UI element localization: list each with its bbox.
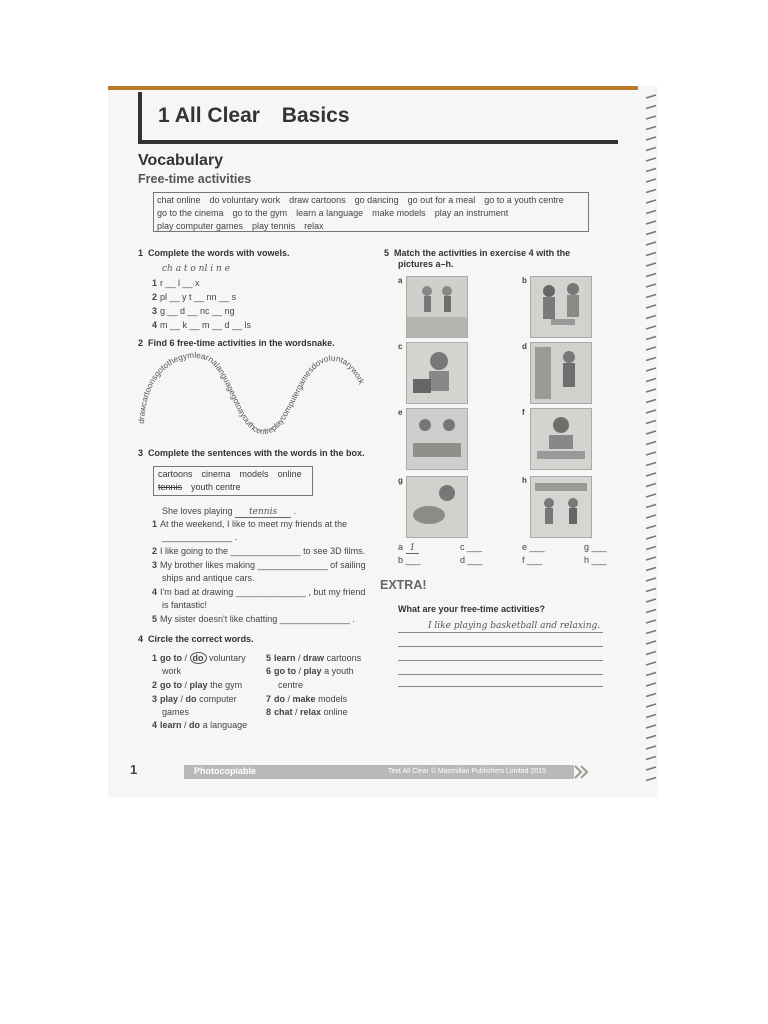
spiral-coil (646, 179, 656, 182)
spiral-coil (646, 652, 656, 655)
box-word: cartoons (158, 469, 193, 479)
vocab-word: relax (304, 221, 324, 231)
exercise-3-instruction: 3 Complete the sentences with the words in the box. (138, 448, 365, 458)
vocab-word: chat online (157, 195, 201, 205)
box-word-used: tennis (158, 482, 183, 492)
extra-answer: I like playing basketball and relaxing. (428, 621, 601, 631)
spiral-coil (646, 221, 656, 224)
vocab-word: make models (372, 208, 426, 218)
picture-c (406, 342, 468, 404)
spiral-coil (646, 568, 656, 571)
spiral-coil (646, 158, 656, 161)
exercise-3-item: 4 I'm bad at drawing ______________ , but my friend (152, 587, 366, 597)
chevron-right-icon (574, 765, 590, 779)
answer-g: g ___ (584, 542, 607, 552)
picture-label: c (398, 342, 403, 351)
answer-b: b ___ (398, 555, 421, 565)
spiral-coil (646, 253, 656, 256)
exercise-4-item: 8 chat / relax online (266, 707, 348, 717)
spiral-coil (646, 767, 656, 770)
vocab-word: play an instrument (434, 208, 509, 218)
picture-e (406, 408, 468, 470)
exercise-1-item: 2 pl __ y t __ nn __ s (152, 292, 237, 302)
vocab-word: go to the cinema (157, 208, 224, 218)
exercise-3-example: She loves playing tennis . (162, 506, 297, 517)
picture-d (530, 342, 592, 404)
exercise-1-item: 1 r __ l __ x (152, 278, 200, 288)
exercise-4-item-cont: games (162, 707, 190, 717)
vocab-word: do voluntary work (209, 195, 281, 205)
spiral-coil (646, 232, 656, 235)
worksheet-page (108, 86, 658, 798)
spiral-coil (646, 620, 656, 623)
vocab-word: go to the gym (232, 208, 288, 218)
spiral-coil (646, 473, 656, 476)
spiral-coil (646, 358, 656, 361)
spiral-coil (646, 116, 656, 119)
spiral-coil (646, 725, 656, 728)
exercise-1-item: 3 g __ d __ nc __ ng (152, 306, 235, 316)
exercise-4-item-cont: work (162, 666, 182, 676)
spiral-coil (646, 578, 656, 581)
spiral-coil (646, 757, 656, 760)
answer-a: a 1 (398, 542, 419, 553)
spiral-coil (646, 452, 656, 455)
picture-label: e (398, 408, 403, 417)
answer-e: e ___ (522, 542, 545, 552)
spiral-coil (646, 211, 656, 214)
picture-label: g (398, 476, 403, 485)
copyright-text: Text All Clear © Macmillan Publishers Limited 2015 (388, 768, 547, 775)
spiral-coil (646, 557, 656, 560)
section-subheading: Free-time activities (138, 172, 252, 186)
exercise-5-instruction: 5 Match the activities in exercise 4 with the (384, 248, 571, 258)
spiral-coil (646, 284, 656, 287)
exercise-1-instruction: 1 Complete the words with vowels. (138, 248, 290, 258)
spiral-coil (646, 599, 656, 602)
spiral-coil (646, 494, 656, 497)
spiral-coil (646, 326, 656, 329)
picture-label: a (398, 276, 403, 285)
box-word: models (239, 469, 269, 479)
page-number: 1 (130, 762, 138, 777)
spiral-binding (644, 90, 658, 790)
wordsnake (136, 346, 372, 446)
spiral-coil (646, 736, 656, 739)
picture-label: h (522, 476, 527, 485)
vocab-word: go to a youth centre (484, 195, 564, 205)
vocab-word: go out for a meal (407, 195, 476, 205)
exercise-3-item-cont: ______________ . (162, 532, 238, 542)
spiral-coil (646, 515, 656, 518)
spiral-coil (646, 484, 656, 487)
picture-label: b (522, 276, 527, 285)
exercise-4-instruction: 4 Circle the correct words. (138, 634, 254, 644)
spiral-coil (646, 431, 656, 434)
spiral-coil (646, 526, 656, 529)
spiral-coil (646, 421, 656, 424)
spiral-coil (646, 463, 656, 466)
spiral-coil (646, 715, 656, 718)
exercise-1-item: 4 m __ k __ m __ d __ ls (152, 320, 252, 330)
vocab-word: play tennis (252, 221, 296, 231)
spiral-coil (646, 631, 656, 634)
exercise-4-item-cont: centre (278, 680, 304, 690)
spiral-coil (646, 368, 656, 371)
exercise-3-word-box (153, 466, 313, 496)
spiral-coil (646, 137, 656, 140)
spiral-coil (646, 242, 656, 245)
spiral-coil (646, 683, 656, 686)
spiral-coil (646, 295, 656, 298)
spiral-coil (646, 505, 656, 508)
photocopiable-label: Photocopiable (194, 766, 257, 776)
box-word: online (277, 469, 302, 479)
spiral-coil (646, 641, 656, 644)
spiral-coil (646, 589, 656, 592)
spiral-coil (646, 127, 656, 130)
picture-f (530, 408, 592, 470)
exercise-4-item: 3 play / do computer (152, 694, 237, 704)
exercise-5-instruction-cont: pictures a–h. (398, 259, 454, 269)
spiral-coil (646, 106, 656, 109)
box-word: cinema (201, 469, 231, 479)
answer-h: h ___ (584, 555, 607, 565)
exercise-4-item: 5 learn / draw cartoons (266, 653, 362, 663)
spiral-coil (646, 389, 656, 392)
exercise-3-item: 1 At the weekend, I like to meet my friends at the (152, 519, 348, 529)
spiral-coil (646, 337, 656, 340)
spiral-coil (646, 746, 656, 749)
exercise-2-instruction: 2 Find 6 free-time activities in the wordsnake. (138, 338, 335, 348)
picture-h (530, 476, 592, 538)
exercise-4-item: 6 go to / play a youth (266, 666, 354, 676)
spiral-coil (646, 536, 656, 539)
spiral-coil (646, 442, 656, 445)
answer-f: f ___ (522, 555, 543, 565)
spiral-coil (646, 305, 656, 308)
exercise-4-item: 7 do / make models (266, 694, 348, 704)
spiral-coil (646, 169, 656, 172)
spiral-coil (646, 95, 656, 98)
writing-line (398, 660, 603, 661)
answer-c: c ___ (460, 542, 483, 552)
picture-label: f (522, 408, 525, 417)
writing-line (398, 674, 603, 675)
exercise-3-item-cont: is fantastic! (162, 600, 208, 610)
writing-line (398, 632, 603, 633)
picture-a (406, 276, 468, 338)
vocab-word: play computer games (157, 221, 244, 231)
spiral-coil (646, 379, 656, 382)
exercise-4-item: 2 go to / play the gym (152, 680, 243, 690)
picture-g (406, 476, 468, 538)
exercise-4-item: 1 go to / do voluntary (152, 653, 246, 663)
spiral-coil (646, 673, 656, 676)
section-heading: Vocabulary (138, 152, 224, 169)
spiral-coil (646, 316, 656, 319)
extra-heading: EXTRA! (380, 578, 427, 592)
box-word: youth centre (191, 482, 241, 492)
unit-subtitle: Basics (281, 104, 350, 127)
spiral-coil (646, 200, 656, 203)
spiral-coil (646, 148, 656, 151)
spiral-coil (646, 274, 656, 277)
exercise-3-item: 3 My brother likes making ______________ of sailing (152, 560, 366, 570)
vocab-word-box (153, 192, 589, 232)
unit-number: 1 (158, 104, 170, 127)
exercise-3-item: 5 My sister doesn't like chatting ______________ . (152, 614, 355, 624)
writing-line (398, 646, 603, 647)
spiral-coil (646, 347, 656, 350)
spiral-coil (646, 400, 656, 403)
vocab-word: draw cartoons (289, 195, 346, 205)
writing-line (398, 686, 603, 687)
picture-b (530, 276, 592, 338)
vocab-word: learn a language (296, 208, 364, 218)
exercise-4-item: 4 learn / do a language (152, 720, 248, 730)
wordsnake-text: drawcartoonsgotothegymlearnalanguagegotoayouthcentreplaycomputergamesdovoluntarywork (136, 350, 366, 437)
spiral-coil (646, 694, 656, 697)
spiral-coil (646, 547, 656, 550)
spiral-coil (646, 662, 656, 665)
vocab-word: go dancing (354, 195, 399, 205)
spiral-coil (646, 263, 656, 266)
exercise-3-item: 2 I like going to the ______________ to see 3D films. (152, 546, 366, 556)
spiral-coil (646, 190, 656, 193)
exercise-3-item-cont: ships and antique cars. (162, 573, 255, 583)
spiral-coil (646, 704, 656, 707)
spiral-coil (646, 410, 656, 413)
extra-question: What are your free-time activities? (398, 604, 546, 614)
page-title (158, 104, 350, 128)
picture-label: d (522, 342, 527, 351)
spiral-coil (646, 610, 656, 613)
spiral-coil (646, 778, 656, 781)
unit-title: All Clear (174, 104, 260, 127)
top-accent-line (108, 86, 638, 90)
exercise-1-example: ch a t o nl i n e (162, 264, 230, 274)
answer-d: d ___ (460, 555, 483, 565)
